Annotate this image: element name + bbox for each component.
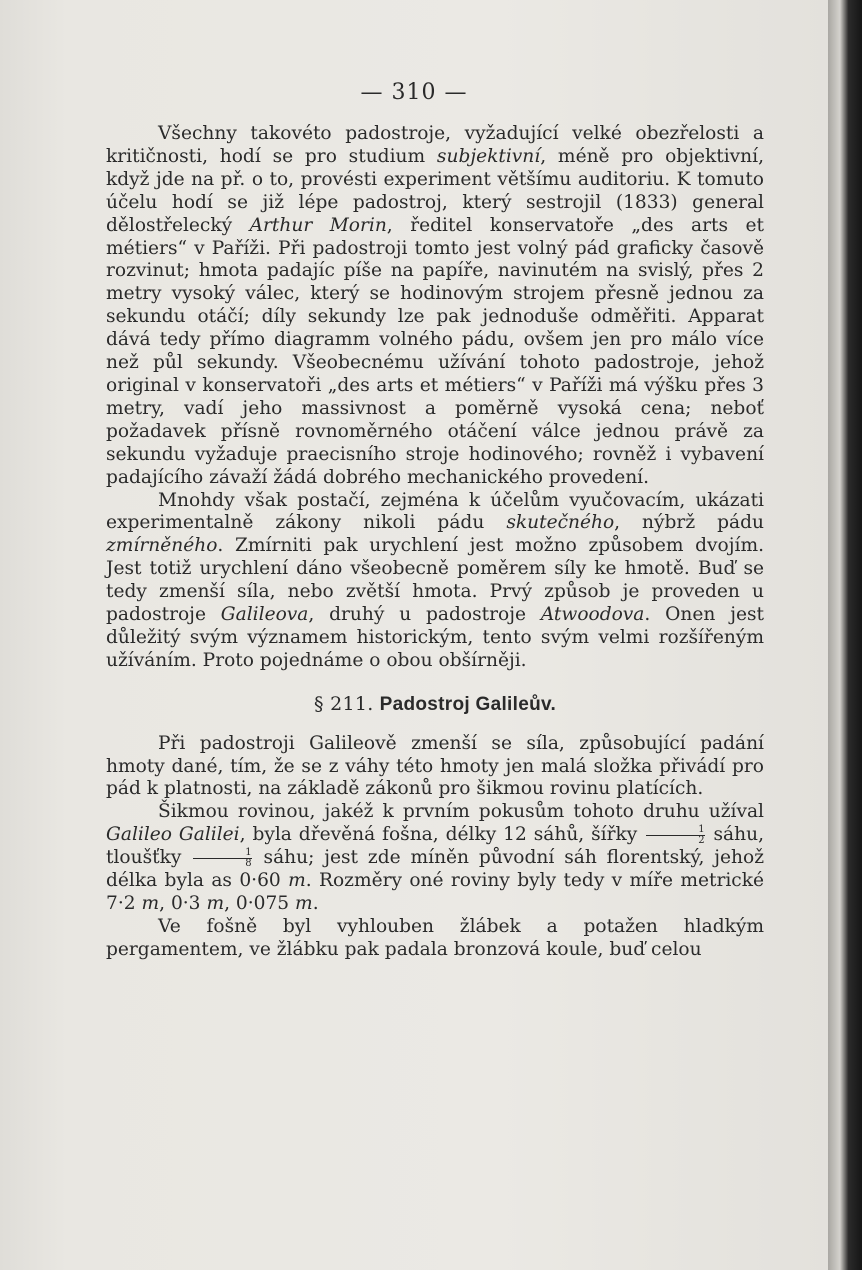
paragraph: Při padostroji Galileově zmenší se síla, způsobující padání hmoty dané, tím, že se z váhy této hmoty jen malá složka přivádí pro pád k platnosti, na základě zákonů pro šikmou rovinu platících.	[106, 732, 764, 800]
paragraph: Ve fošně byl vyhlouben žlábek a potažen hladkým pergamentem, ve žlábku pak padala bronzová koule, buď celou	[106, 915, 764, 960]
fraction: $\frac{1}{2}$	[646, 825, 704, 846]
body-text	[106, 123, 764, 962]
paragraph: Šikmou rovinou, jakéž k prvním pokusům tohoto druhu užíval Galileo Galilei, byla dřevěná fošna, délky 12 sáhů, šířky $\frac{1}{2}$ sáhu, tloušťky $\frac{1}{8}$ sáhu; jest zde míněn původní sáh florentský, jehož délka byla as 0·60 m. Rozměry oné roviny byly tedy v míře metrické 7·2 m, 0·3 m, 0·075 m.	[106, 801, 764, 914]
paragraph: Mnohdy však postačí, zejména k účelům vyučovacím, ukázati experimentalně zákony nikoli pádu skutečného, nýbrž pádu zmírněného. Zmírniti pak urychlení jest možno způsobem dvojím. Jest totiž urychlení dáno všeobecně poměrem síly ke hmotě. Buď se tedy zmenší síla, nebo zvětší hmota. Prvý způsob je proveden u padostroje Galileova, druhý u padostroje Atwoodova. Onen jest důležitý svým významem historickým, tento svým velmi rozšířeným užíváním. Proto pojednáme o obou obšírněji.	[106, 489, 764, 671]
book-spine-edge	[828, 0, 862, 1270]
section-heading	[106, 693, 764, 717]
fraction: $\frac{1}{8}$	[193, 848, 251, 869]
section-title: Padostroj Galileův.	[379, 693, 557, 715]
page-number: — 310 —	[360, 80, 468, 105]
section-number: § 211.	[313, 692, 374, 715]
paragraph: Všechny takovéto padostroje, vyžadující velké obezřelosti a kritičnosti, hodí se pro studium subjektivní, méně pro objektivní, když jde na př. o to, provésti experiment většímu auditoriu. K tomuto účelu hodí se již lépe padostroj, který sestrojil (1833) general dělostřelecký Arthur Morin, ředitel konservatoře „des arts et métiers“ v Paříži. Při padostroji tomto jest volný pád graficky časově rozvinut; hmota padajíc píše na papíře, navinutém na svislý, přes 2 metry vysoký válec, který se hodinovým strojem přesně jednou za sekundu otáčí; díly sekundy lze pak jednoduše odměřiti. Apparat dává tedy přímo diagramm volného pádu, ovšem jen pro málo více než půl sekundy. Všeobecnému užívání tohoto padostroje, jehož original v konservatoři „des arts et métiers“ v Paříži má výšku přes 3 metry, vadí jeho massivnost a poměrně vysoká cena; neboť požadavek přísně rovnoměrného otáčení válce jednou právě za sekundu vyžaduje praecisního stroje hodinového; rovněž i vybavení padajícího závaží žádá dobrého mechanického provedení.	[106, 123, 764, 488]
